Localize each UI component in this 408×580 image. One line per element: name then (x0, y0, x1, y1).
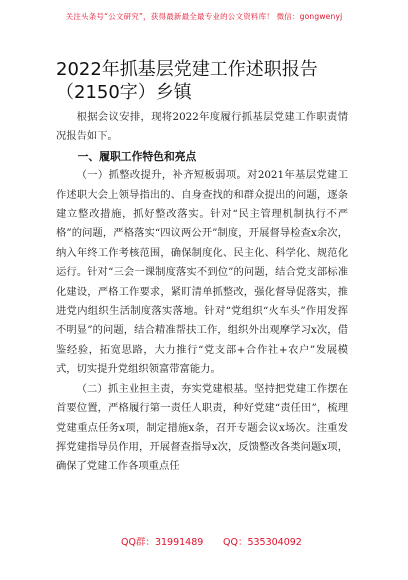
document-title: 2022年抓基层党建工作述职报告（2150字）乡镇 (56, 59, 318, 103)
qq-contact-label: QQ：535304092 (223, 537, 302, 548)
top-banner (0, 0, 408, 24)
section-heading: 一、履职工作特色和亮点 (77, 149, 197, 163)
body-paragraph-1: （一）抓整改提升，补齐短板弱项。对2021年基层党建工作述职大会上领导指出的、自身查找的和群众提出的问题，逐条建立整改措施，抓好整改落实。针对“民主管理机制执行不严格”的问题，严格落实“四议两公开”制度，开展督导检查x余次，纳入年终工作考核范围，确保制度化、民主化、科学化、规范化运行。针对“三会一课制度落实不到位”的问题，结合党支部标准化建设，严格工作要求，紧盯清单抓整改，强化督导促落实，推进党内组织生活制度落实落地。针对“党组织“火车头”作用发挥不明显”的问题，结合精准帮扶工作，组织外出观摩学习x次，借鉴经验，拓宽思路，大力推行“党支部+合作社+农户”发展模式，切实提升党组织领富带富能力。 (56, 169, 348, 376)
document-body (56, 108, 348, 477)
banner-text: 关注头条号“公文研究”，获得最新最全最专业的公文资料库！ 微信：gongwenyj (65, 12, 343, 21)
intro-paragraph: 根据会议安排，现将2022年度履行抓基层党建工作职责情况报告如下。 (56, 111, 348, 143)
footer-contact (0, 530, 408, 550)
body-paragraph-2: （二）抓主业担主责，夯实党建根基。坚持把党建工作摆在首要位置，严格履行第一责任人职责，种好党建“责任田”，梳理党建重点任务x项，制定措施x条，召开专题会议x场次。注重发挥党建指导员作用，开展督查指导x次，反馈整改各类问题x项，确保了党建工作各项重点任 (56, 382, 348, 473)
qq-group-label: QQ群：31991489 (121, 537, 204, 548)
